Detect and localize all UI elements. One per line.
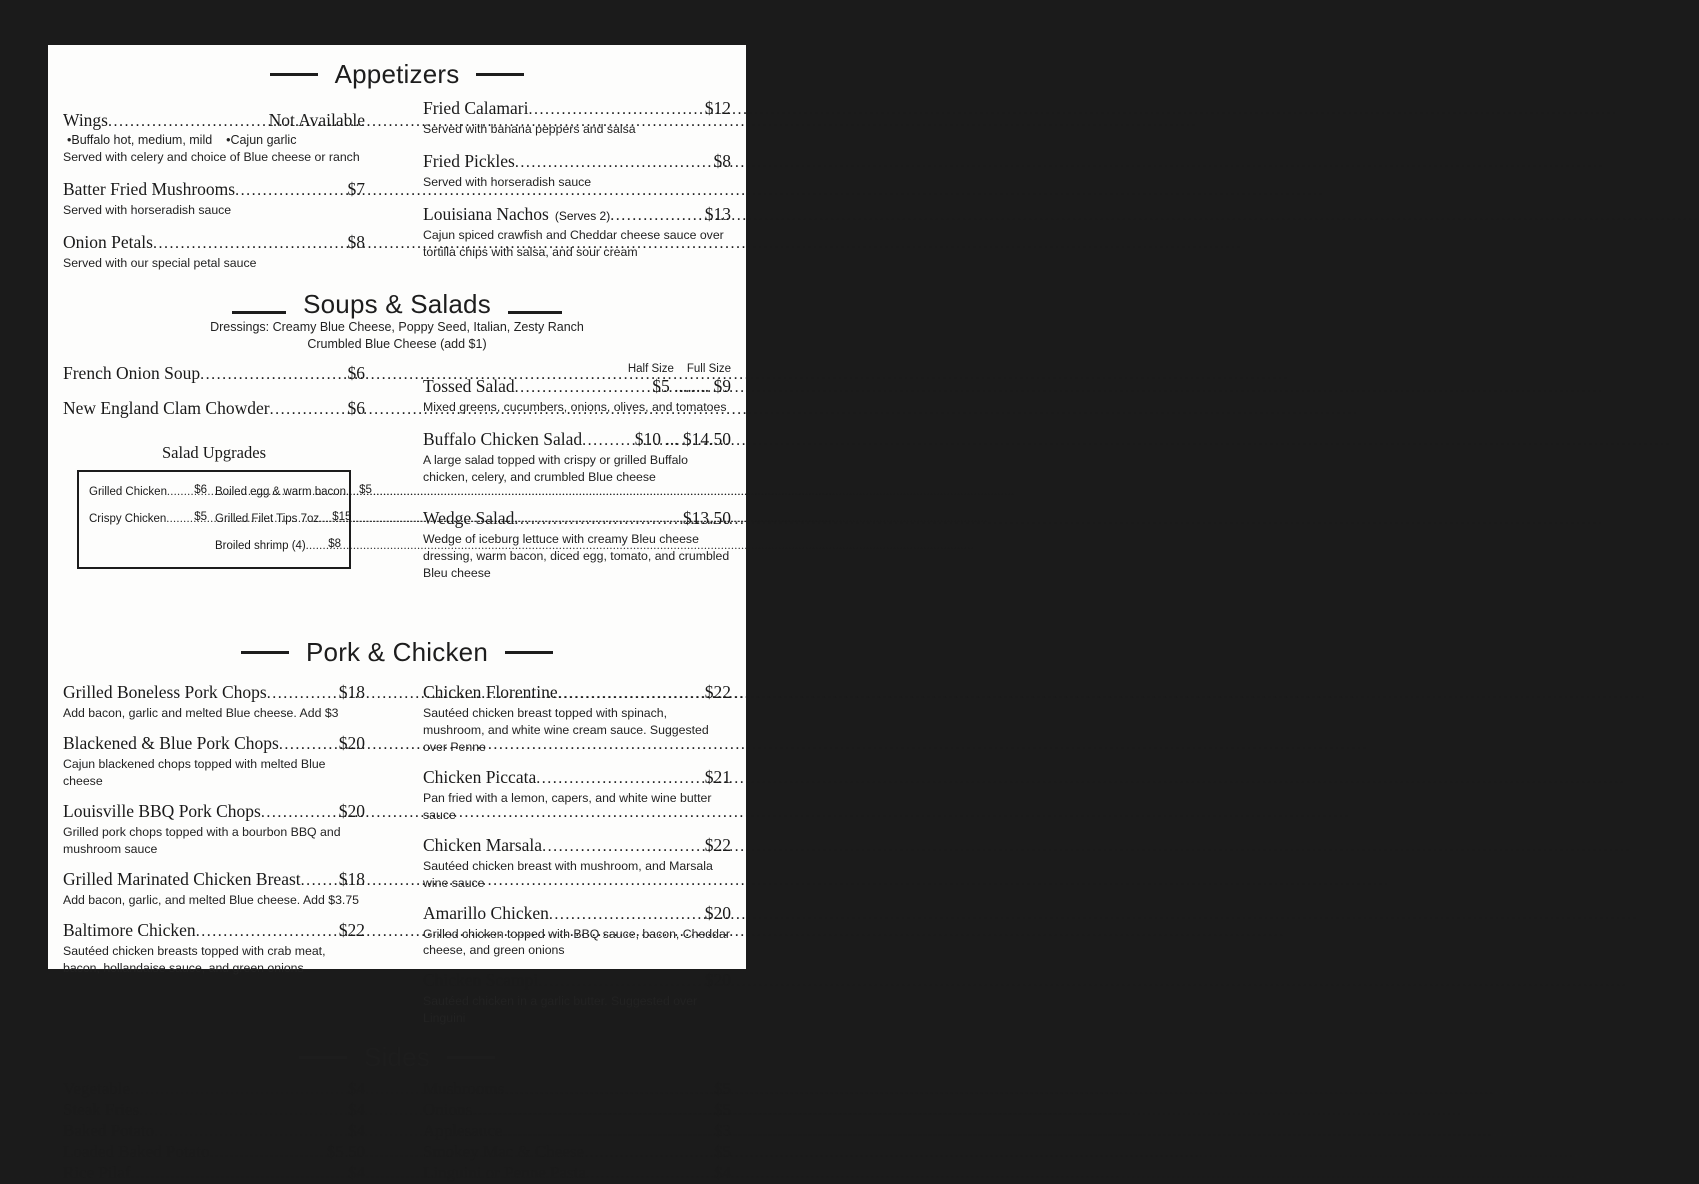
item-name: Wedge Salad [423,507,515,528]
item-price: $18 [338,681,365,702]
soups-right-column [423,363,731,595]
dotted-leader [542,838,699,856]
item-price: $22 [338,919,365,940]
upgrade-item-boiled-egg-bacon [215,482,372,500]
dotted-leader [130,1081,346,1099]
item-row [423,767,731,788]
dotted-leader [209,1144,324,1162]
dotted-leader [131,1165,346,1183]
dotted-leader [270,401,342,419]
side-item-baked-potato [63,1121,365,1141]
item-name: Batter Fried Mushrooms [63,178,236,199]
item-price: $5 [714,1142,731,1162]
item-description: Grilled pork chops topped with a bourbon BBQ and mushroom sauce [63,824,341,856]
item-price: $6 [194,483,207,496]
pork-chicken-left-column [63,682,365,1039]
item-name: Grilled Boneless Pork Chops [63,681,267,702]
item-row [63,398,365,419]
side-item-applesauce [423,1121,731,1141]
upgrade-item-broiled-shrimp [215,536,341,554]
menu-item-tossed-salad [423,376,731,416]
item-row [63,869,365,890]
item-name: Onion Petals [63,231,153,252]
item-description: Sautéed chicken breasts topped with crab meat, bacon, hollandaise sauce, and green onions [63,943,326,975]
section-header-pork-chicken [63,637,731,668]
salad-upgrades-left-column [89,482,207,563]
item-row [423,98,731,119]
item-name: New England Clam Chowder [63,397,270,418]
side-item-linguini-penne [423,1163,731,1183]
item-name: French Onion Soup [63,362,201,383]
dotted-leader [167,482,189,500]
item-price: $5 [359,483,372,496]
item-price: $4 [714,1163,731,1183]
item-price: $20 [338,732,365,753]
salad-upgrades [63,442,372,569]
item-row [423,429,731,450]
upgrade-item-filet-tips [215,509,352,527]
menu-item-chicken-piccata [423,767,731,824]
item-name: Broiled shrimp (4) [215,539,306,552]
item-name: Grilled Filet Tips 7oz [215,512,320,525]
section-header-soups-salads [63,289,731,320]
dotted-leader [306,536,323,554]
upgrade-item-grilled-chicken [89,482,207,500]
item-name: Baltimore Chicken [63,919,196,940]
item-name: Amarillo Chicken [423,902,549,923]
item-description: Served with banana peppers and salsa [423,122,636,136]
section-title-pork-chicken: Pork & Chicken [306,636,488,667]
upgrade-item-crispy-chicken [89,509,207,527]
item-description: Sautéed chicken breast topped with spinach, mushroom, and white wine cream sauce. Suggested over Penne [423,705,709,754]
item-price: $22 [704,681,731,702]
item-name: Chicken Scampi [423,970,539,991]
item-name: Louisiana Nachos [423,203,549,224]
item-price: $4 [348,1100,365,1120]
dotted-leader [584,1144,712,1162]
item-description: Pan fried with a lemon, capers, and white wine butter sauce [423,790,712,822]
item-row [423,835,731,856]
item-name: Fried Calamari [423,98,529,118]
item-price: Not Available [268,110,365,130]
item-price: $20 [338,800,365,821]
item-price: $5.50 [326,1142,365,1162]
item-price: $20 [704,902,731,923]
size-labels [423,363,731,375]
item-row [63,179,365,200]
appetizers-columns [63,98,731,285]
item-description: Mixed greens, cucumbers, onions, olives, and tomatoes [423,399,727,414]
half-size-label: Half Size [627,362,674,375]
dotted-leader [108,113,269,131]
item-row [423,970,731,991]
item-price: $5 ........ $9 [652,375,731,396]
dotted-leader [515,379,647,397]
dotted-leader [319,509,327,527]
item-price: $6 [347,397,365,418]
item-row [63,682,365,703]
item-name: Mushrooms [423,1079,505,1099]
dotted-leader [235,182,347,200]
item-name: Grilled Chicken [89,485,167,498]
item-price: $8 [347,231,365,252]
salad-upgrades-right-column [215,482,372,563]
item-name: Rice Pilaf [63,1163,131,1183]
dotted-leader [279,736,333,754]
header-rule-left [299,1056,347,1059]
menu-item-blackened-blue-pork-chops [63,733,365,790]
menu-item-onion-petals [63,232,365,272]
dotted-leader [261,804,333,822]
header-rule-left [232,311,286,314]
menu-item-grilled-boneless-pork-chops [63,682,365,722]
item-price: $4 [348,1079,365,1099]
item-description: Wedge of iceburg lettuce with creamy Bleu cheese dressing, warm bacon, diced egg, tomato, and crumbled Bleu cheese [423,531,730,580]
item-description: A large salad topped with crispy or grilled Buffalo chicken, celery, and crumbled Blue cheese [423,452,688,484]
dotted-leader [528,101,698,119]
item-name: Wings [63,110,108,130]
side-item-rice-pilaf [63,1163,365,1183]
dotted-leader [549,906,699,924]
item-price: $7 [347,178,365,199]
item-name: Smokey Mac & Cheese [423,1142,584,1162]
item-row [63,363,365,384]
dressings-line-2: Crumbled Blue Cheese (add $1) [307,336,487,351]
section-title-soups-salads: Soups & Salads [303,288,491,319]
soups-left-column [63,362,372,595]
dotted-leader [139,1102,346,1120]
menu-item-chicken-florentine [423,682,731,756]
item-name: Boiled egg & warm bacon [215,485,347,498]
menu-item-louisiana-nachos [423,204,731,261]
item-row [63,801,365,822]
header-rule-left [270,73,318,76]
dotted-leader [502,1123,712,1141]
item-name: Loaded Baked Potato [63,1142,210,1162]
menu-page [48,45,746,1183]
item-name: Fried Pickles [423,150,515,171]
dotted-leader [154,1123,346,1141]
menu-item-amarillo-chicken [423,903,731,960]
pork-chicken-right-column [423,682,731,1039]
item-price: $3 [714,1121,731,1141]
item-name: Baked Potato [63,1121,155,1141]
dressings-line-1: Dressings: Creamy Blue Cheese, Poppy Seed, Italian, Zesty Ranch [210,319,584,334]
item-price: $4 [348,1163,365,1183]
item-row [63,232,365,253]
header-rule-right [508,311,562,314]
appetizers-right-column [423,98,731,285]
dotted-leader [504,1081,712,1099]
item-name: Linguini or Penne Pasta [423,1163,586,1183]
item-price: $8 [328,537,341,550]
salad-upgrades-box [77,470,372,569]
menu-item-buffalo-chicken-salad [423,429,731,486]
item-options: •Buffalo hot, medium, mild •Cajun garlic [67,133,297,147]
menu-item-louisville-bbq-pork-chops [63,801,365,858]
item-price: $6 [347,362,365,383]
dotted-leader [558,685,699,703]
item-note: (Serves 2) [554,208,611,223]
item-row [423,204,731,225]
menu-item-french-onion-soup [63,363,365,384]
header-rule-left [241,651,289,654]
menu-item-wedge-salad [423,508,731,582]
item-description: Add bacon, garlic and melted Blue cheese. Add $3 [63,705,339,720]
menu-item-chicken-scampi [423,970,731,1027]
item-price: $10 ... $14.50 [634,428,731,449]
item-price: $15 [332,510,352,523]
menu-item-clam-chowder [63,398,365,419]
item-description: Cajun blackened chops topped with melted Blue cheese [63,756,326,788]
side-item-smokey-mac-cheese [423,1142,731,1162]
item-description: Sautéed chicken breast with mushroom, and Marsala wine sauce [423,858,713,890]
item-description: Served with horseradish sauce [63,202,232,217]
item-row [423,682,731,703]
item-description: Add bacon, garlic, and melted Blue cheese. Add $3.75 [63,892,360,907]
item-price: $20 [704,970,731,991]
item-name: Steak Fries [63,1100,140,1120]
menu-item-fried-calamari [423,98,731,138]
item-name: Louisville BBQ Pork Chops [63,800,261,821]
item-row [63,920,365,941]
item-price: $21 [704,766,731,787]
item-description: Served with celery and choice of Blue cheese or ranch [63,150,360,164]
dotted-leader [514,511,676,529]
dotted-leader [166,509,189,527]
dotted-leader [582,432,629,450]
section-title-appetizers: Appetizers [334,59,460,89]
dotted-leader [346,482,354,500]
item-description: Sautéed chicken in a garlic butter. Suggested over Linguini [423,994,698,1026]
item-description: Cajun spiced crawfish and Cheddar cheese sauce over tortilla chips with salsa, and sour cream [423,227,724,259]
side-item-loaded-baked-potato [63,1142,365,1162]
menu-item-wings [63,110,365,166]
item-row [63,110,365,131]
item-row [423,376,731,397]
section-header-appetizers [63,59,731,90]
header-rule-right [505,651,553,654]
item-name: Grilled Marinated Chicken Breast [63,868,301,889]
dotted-leader [153,235,348,253]
side-item-steak-fries [63,1100,365,1120]
item-name: Buffalo Chicken Salad [423,428,583,449]
item-name: Chicken Florentine [423,681,558,702]
sides-columns [63,1079,731,1184]
item-name: Chicken Piccata [423,766,537,787]
section-title-sides: Sides [363,1042,431,1073]
dotted-leader [536,770,699,788]
menu-item-batter-fried-mushrooms [63,179,365,219]
item-price: $5 [194,510,207,523]
dotted-leader [586,1165,712,1183]
dotted-leader [267,685,333,703]
item-row [63,733,365,754]
item-price: $12 [704,98,731,118]
dotted-leader [196,923,333,941]
menu-item-baltimore-chicken [63,920,365,977]
dotted-leader [301,872,333,890]
full-size-label: Full Size [686,362,731,375]
item-name: Applesauce [423,1121,503,1141]
item-name: Crispy Chicken [89,512,167,525]
side-item-mushrooms [423,1079,731,1099]
salad-upgrades-title: Salad Upgrades [161,442,266,462]
item-price: $4 [348,1121,365,1141]
dotted-leader [472,1102,712,1120]
dotted-leader [610,207,699,225]
header-rule-right [447,1056,495,1059]
item-description: Served with our special petal sauce [63,255,257,270]
sides-left-column [63,1079,365,1184]
item-price: $13 [704,203,731,224]
item-row [423,508,731,529]
item-description: Served with horseradish sauce [423,174,592,189]
item-name: Blackened & Blue Pork Chops [63,732,279,753]
soups-columns [63,363,731,595]
item-row [423,151,731,172]
menu-item-chicken-marsala [423,835,731,892]
item-price: $22 [704,834,731,855]
pork-chicken-columns [63,682,731,1039]
item-name: Onions [423,1100,473,1120]
item-name: Tossed Salad [423,375,515,396]
side-item-onions [423,1100,731,1120]
sides-right-column [423,1079,731,1184]
item-name: Chicken Marsala [423,834,543,855]
dotted-leader [515,154,708,172]
appetizers-left-column [63,110,365,285]
item-description: Grilled chicken topped with BBQ sauce, bacon, Cheddar cheese, and green onions [423,926,730,958]
dotted-leader [538,973,699,991]
item-price: $8 [713,150,731,171]
menu-item-grilled-marinated-chicken-breast [63,869,365,909]
side-item-vegetable [63,1079,365,1099]
item-price: $5 [714,1079,731,1099]
item-row [423,903,731,924]
item-price: $5 [714,1100,731,1120]
menu-item-fried-pickles [423,151,731,191]
item-price: $18 [338,868,365,889]
section-header-sides [63,1042,731,1073]
dotted-leader [200,366,341,384]
item-name: Vegetable [63,1079,131,1099]
header-rule-right [476,73,524,76]
item-price: $13.50 [682,507,731,528]
